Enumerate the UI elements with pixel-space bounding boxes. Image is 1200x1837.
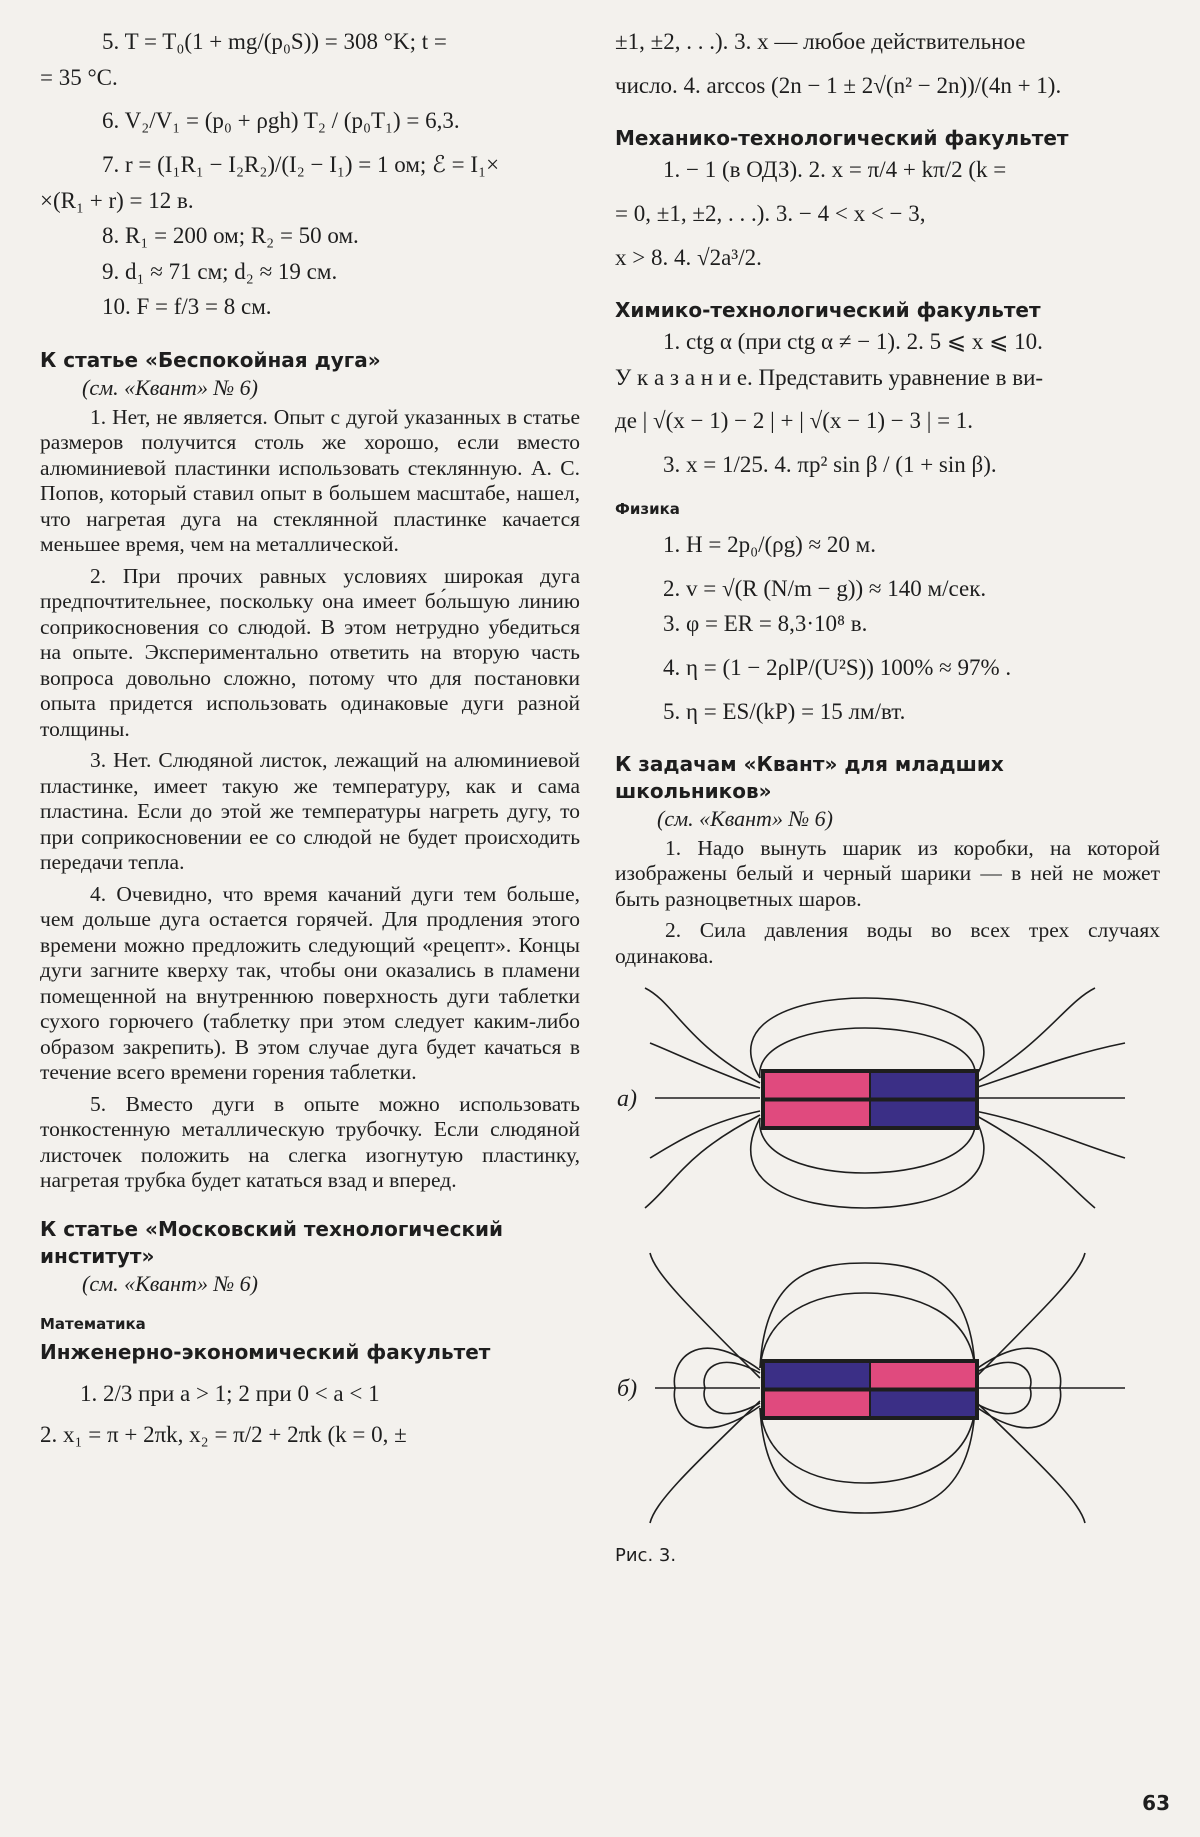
answer-5-cont: = 35 °C.: [40, 64, 118, 90]
section-title-junior: К задачам «Квант» для младших школьников»: [615, 752, 1004, 804]
figure-label-a: а): [617, 1086, 637, 1113]
right-column: [615, 24, 1160, 1566]
arc-paragraph: 3. Нет. Слюдяной листок, лежащий на алюминиевой пластинке, имеет такую же температуру, как и сама пластина. Если до этой же температуры нагреть дугу, то при соприкосновении ее со слюдой не будет происходить передачи тепла.: [40, 748, 580, 875]
left-column: [40, 24, 580, 1453]
physics-answer: 3. φ = ER = 8,3·10⁸ в.: [663, 611, 868, 637]
magnet-b: [763, 1361, 977, 1418]
mech-answer: = 0, ±1, ±2, . . .). 3. − 4 < x < − 3,: [615, 200, 926, 226]
physics-answer: 4. η = (1 − 2ρlP/(U²S)) 100% ≈ 97% .: [663, 654, 1012, 680]
arc-paragraph: 5. Вместо дуги в опыте можно использовать тонкостенную металлическую трубочку. Если слюдяной листочек положить на слегка изогнутую пластинку, нагретая трубка будет кататься взад и вперед.: [40, 1091, 580, 1193]
section-title-institute: К статье «Московский технологический институт»: [40, 1216, 504, 1268]
chem-answer: 3. x = 1/25. 4. πp² sin β / (1 + sin β).: [663, 452, 997, 478]
math-answer-2: 2. x₁ = π + 2πk, x₂ = π/2 + 2πk (k = 0, ±: [40, 1422, 407, 1448]
faculty-engineering-economic: Инженерно-экономический факультет: [40, 1339, 491, 1364]
arc-paragraph: 2. При прочих равных условиях широкая дуга предпочтительнее, поскольку она имеет бо́льшую линию соприкосновения со слюдой. В этом нетрудно убедиться на опыте. Экспериментально ответить на вторую часть вопроса довольно сложно, потому что для постановки опыта придется использовать одинаковые дуги разной толщины.: [40, 563, 580, 741]
magnet-figure: [615, 983, 1160, 1566]
answer-8: 8. R₁ = 200 ом; R₂ = 50 ом.: [102, 223, 359, 249]
answer-5: 5. T = T₀(1 + mg/(p₀S)) = 308 °K; t =: [102, 29, 447, 54]
right-answer-cont: ±1, ±2, . . .). 3. x — любое действительное: [615, 29, 1026, 54]
page-number: 63: [1142, 1791, 1170, 1815]
right-answer-4: число. 4. arccos (2n − 1 ± 2√(n² − 2n))/(4n + 1).: [615, 72, 1062, 98]
section-ref-junior: (см. «Квант» № 6): [657, 806, 834, 832]
answer-7-cont: ×(R₁ + r) = 12 в.: [40, 187, 194, 213]
faculty-mechanical: Механико-технологический факультет: [615, 126, 1069, 151]
answer-6: 6. V₂/V₁ = (p₀ + ρgh) T₂ / (p₀T₁) = 6,3.: [102, 108, 460, 134]
section-title-arc: К статье «Беспокойная дуга»: [40, 348, 381, 373]
junior-paragraph: 1. Надо вынуть шарик из коробки, на которой изображены белый и черный шарики — в ней не может быть разноцветных шаров.: [615, 835, 1160, 911]
magnet-a: [763, 1071, 977, 1128]
magnet-field-diagram: [615, 983, 1160, 1543]
physics-answer: 1. H = 2p₀/(ρg) ≈ 20 м.: [663, 532, 876, 558]
arc-paragraph: 1. Нет, не является. Опыт с дугой указанных в статье размеров получится столь же хорошо, если вместо алюминиевой пластинки использовать стеклянную. А. С. Попов, который ставил опыт в большем масштабе, нашел, что нагретая дуга на стеклянной пластинке качается меньшее время, чем на металлической.: [40, 404, 580, 557]
answer-9: 9. d₁ ≈ 71 см; d₂ ≈ 19 см.: [102, 258, 338, 284]
section-ref-arc: (см. «Квант» № 6): [82, 375, 259, 401]
faculty-chemical: Химико-технологический факультет: [615, 298, 1041, 323]
physics-answer: 2. v = √(R (N/m − g)) ≈ 140 м/сек.: [663, 575, 987, 601]
chem-answer: У к а з а н и е. Представить уравнение в ви-: [615, 364, 1044, 390]
junior-paragraph: 2. Сила давления воды во всех трех случаях одинакова.: [615, 918, 1160, 968]
section-ref-institute: (см. «Квант» № 6): [82, 1270, 259, 1296]
figure-caption: Рис. 3.: [615, 1545, 677, 1567]
mech-answer: x > 8. 4. √2a³/2.: [615, 244, 762, 270]
math-answer-1: 1. 2/3 при a > 1; 2 при 0 < a < 1: [80, 1380, 380, 1406]
subject-math: Математика: [40, 1315, 146, 1334]
answer-7: 7. r = (I₁R₁ − I₂R₂)/(I₂ − I₁) = 1 ом; ℰ = I₁×: [102, 151, 500, 177]
answer-10: 10. F = f/3 = 8 см.: [102, 294, 272, 320]
mech-answer: 1. − 1 (в ОДЗ). 2. x = π/4 + kπ/2 (k =: [663, 157, 1007, 183]
subject-physics: Физика: [615, 499, 680, 518]
figure-label-b: б): [617, 1376, 638, 1403]
chem-answer: де | √(x − 1) − 2 | + | √(x − 1) − 3 | = 1.: [615, 408, 974, 434]
chem-answer: 1. ctg α (при ctg α ≠ − 1). 2. 5 ⩽ x ⩽ 10.: [663, 329, 1043, 355]
physics-answer: 5. η = ES/(kP) = 15 лм/вт.: [663, 698, 906, 724]
arc-paragraph: 4. Очевидно, что время качаний дуги тем больше, чем дольше дуга остается горячей. Для продления этого времени можно предложить следующий «рецепт». Концы дуги загните кверху так, чтобы они оказались в пламени помещенной на внутреннюю поверхность дуги таблетки сухого горючего (таблетку при этом следует каким-либо образом закрепить). В этом случае дуга будет качаться в течение всего времени горения таблетки.: [40, 881, 580, 1085]
